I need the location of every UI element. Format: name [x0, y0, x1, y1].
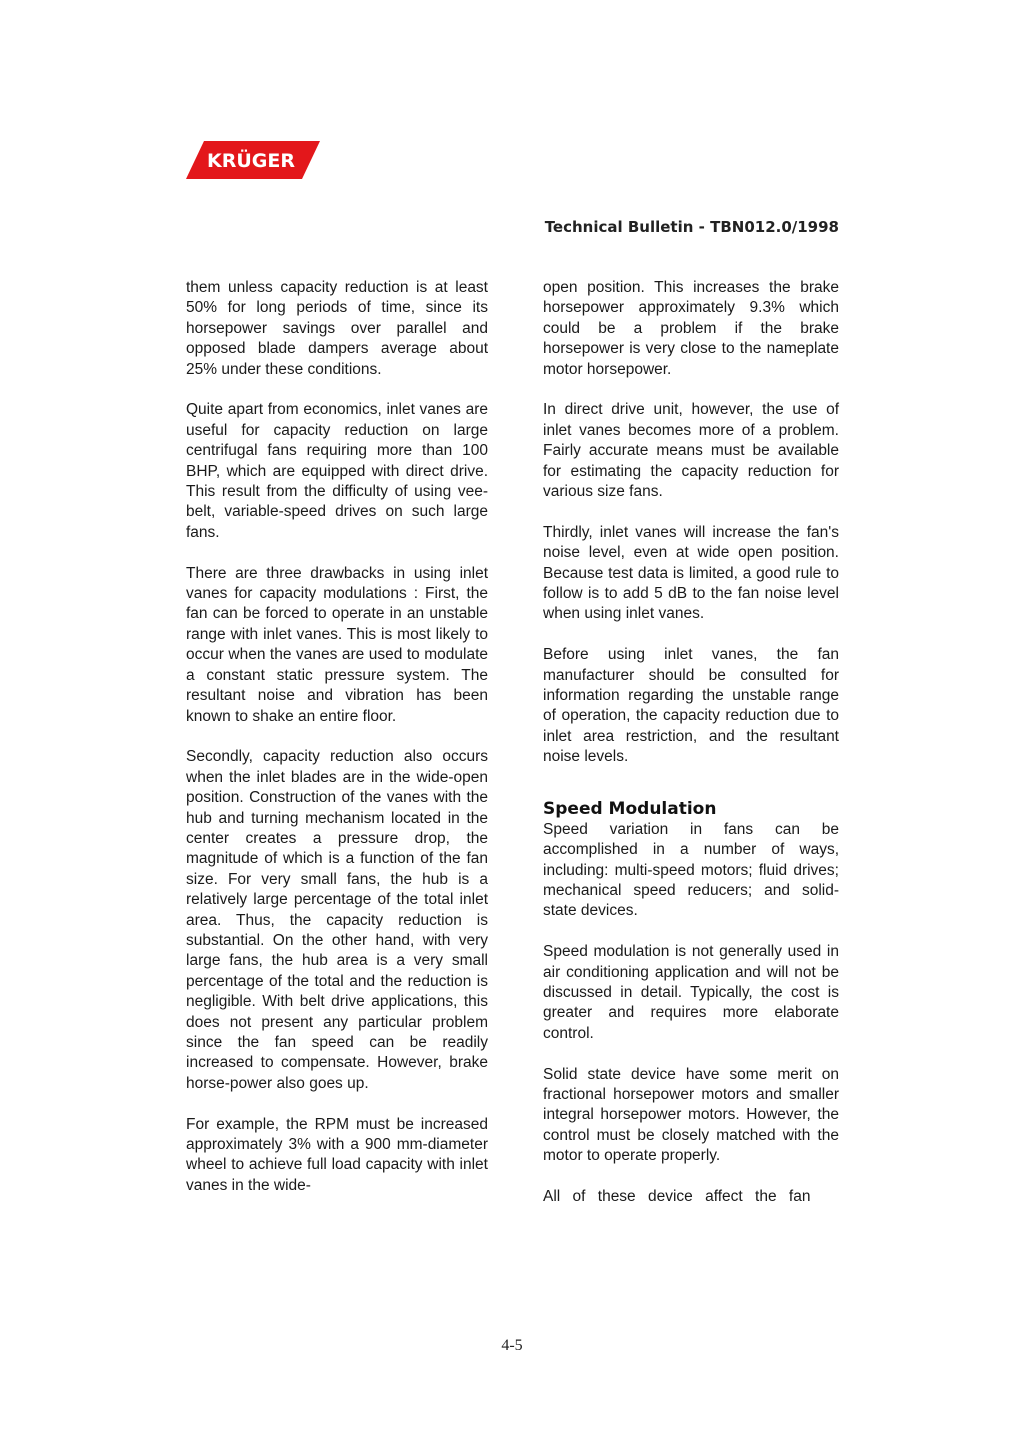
- right-paragraph-1: open position. This increases the brake horsepower approximately 9.3% which could be a problem if the brake horsepower is very close to the nameplate motor horsepower.: [543, 279, 839, 378]
- right-paragraph-2: In direct drive unit, however, the use of inlet vanes becomes more of a problem. Fairly accurate means must be available for estimating the capacity reduction for various size fans.: [543, 401, 839, 501]
- left-paragraph-2: Quite apart from economics, inlet vanes are useful for capacity reduction on large centrifugal fans requiring more than 100 BHP, which are equipped with direct drive. This result from the difficulty of using vee-belt, variable-speed drives on such large fans.: [186, 401, 488, 541]
- section-heading-speed-modulation: Speed Modulation: [543, 798, 717, 819]
- right-paragraph-4: Before using inlet vanes, the fan manufacturer should be consulted for information regarding the unstable range of operation, the capacity reduction due to inlet area restriction, and the resultant noise levels.: [543, 646, 839, 766]
- right-paragraph-7: Solid state device have some merit on fractional horsepower motors and smaller integral horsepower motors. However, the control must be closely matched with the motor to operate properly.: [543, 1065, 839, 1165]
- left-paragraph-1: them unless capacity reduction is at least 50% for long periods of time, since its horsepower savings over parallel and opposed blade dampers average about 25% under these conditions.: [186, 279, 488, 378]
- bulletin-title: Technical Bulletin - TBN012.0/1998: [544, 218, 839, 236]
- left-column: [186, 278, 488, 1217]
- right-paragraph-5: Speed variation in fans can be accomplished in a number of ways, including: multi-speed motors; fluid drives; mechanical speed reducers; and solid-state devices.: [543, 820, 839, 920]
- page-number: 4-5: [501, 1337, 523, 1354]
- left-paragraph-3: There are three drawbacks in using inlet vanes for capacity modulations : First, the fan can be forced to operate in an unstable range with inlet vanes. This is most likely to occur when the vanes are used to modulate a constant static pressure system. The resultant noise and vibration has been known to shake an entire floor.: [186, 564, 488, 725]
- right-paragraph-3: Thirdly, inlet vanes will increase the fan's noise level, even at wide open position. Because test data is limited, a good rule to follow is to add 5 dB to the fan noise level when using inlet vanes.: [543, 523, 839, 623]
- left-paragraph-4: Secondly, capacity reduction also occurs when the inlet blades are in the wide-open position. Construction of the vanes with the hub and turning mechanism located in the center creates a pressure drop, the magnitude of which is a function of the fan size. For very small fans, the hub is a relatively large percentage of the total inlet area. Thus, the capacity reduction is substantial. On the other hand, with very large fans, the hub area is a very small percentage of the total and the reduction is negligible. With belt drive applications, this does not present any particular problem since the fan speed can be readily increased to compensate. However, brake horse-power also goes up.: [186, 748, 488, 1092]
- logo-text: KRÜGER: [207, 150, 295, 172]
- right-column: [543, 278, 839, 1228]
- left-paragraph-5: For example, the RPM must be increased approximately 3% with a 900 mm-diameter wheel to achieve full load capacity with inlet vanes in the wide-: [186, 1115, 488, 1194]
- kruger-logo: [186, 139, 322, 181]
- right-paragraph-8: All of these device affect the fan: [543, 1187, 811, 1205]
- right-paragraph-6: Speed modulation is not generally used in air conditioning application and will not be discussed in detail. Typically, the cost is greater and requires more elaborate control.: [543, 943, 839, 1042]
